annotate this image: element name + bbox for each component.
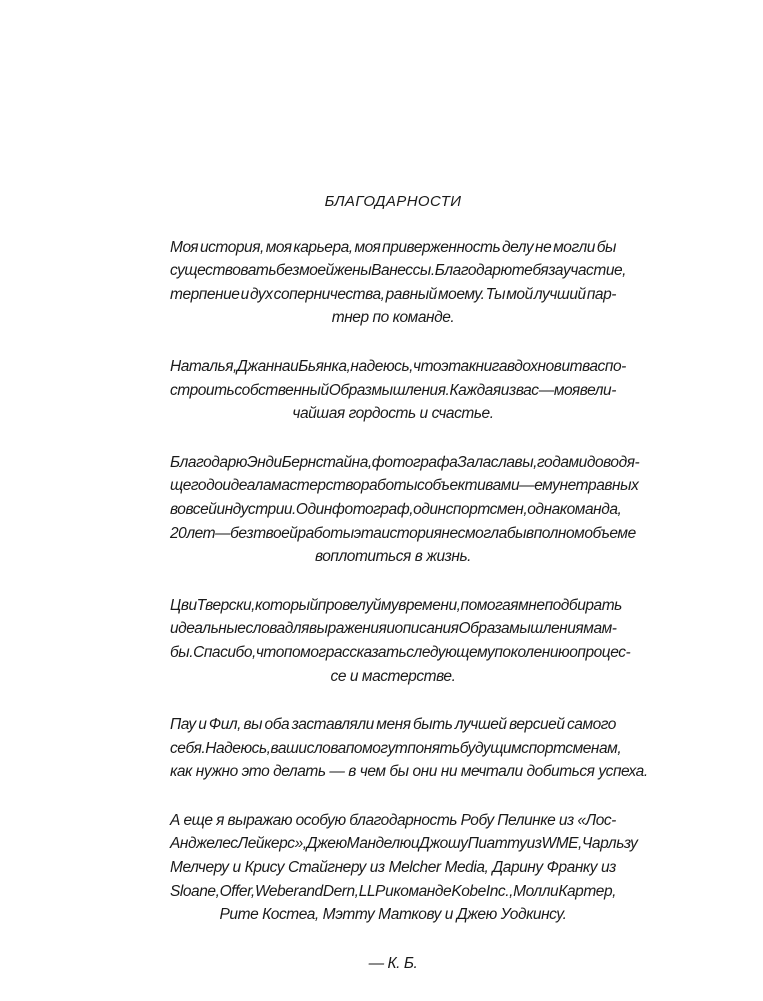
paragraph-3 (170, 451, 640, 569)
text-line: терпение и дух соперничества, равный моему. Ты мой лучший пар- (170, 285, 616, 303)
text-line: Моя история, моя карьера, моя приверженность делу не могли бы (170, 238, 616, 256)
text-line: Мелчеру и Крису Стайгнеру из Melcher Media, Дарину Франку из (170, 859, 616, 877)
text-line: воплотиться в жизнь. (314, 548, 472, 566)
text-line: как нужно это делать — в чем бы они ни мечтали добиться успеха. (170, 763, 648, 781)
text-line: бы. Спасибо, что помог рассказать следующему поколению о процес- (170, 643, 631, 661)
text-line: существовать без моей жены Ванессы. Благодарю тебя за участие, (170, 262, 627, 280)
text-line: чайшая гордость и счастье. (292, 405, 494, 423)
text-line: Наталья, Джанна и Бьянка, надеюсь, что эта книга вдохновит вас по- (170, 357, 626, 375)
paragraph-6 (170, 809, 638, 927)
paragraph-2 (170, 355, 626, 426)
paragraph-5 (170, 713, 648, 784)
text-line: строить собственный Образ мышления. Каждая из вас — моя вели- (170, 381, 616, 399)
paragraph-4 (170, 594, 631, 688)
text-line: Анджелес Лейкерс», Джею Манделю и Джошу Пиатту из WME, Чарльзу (170, 835, 638, 853)
text-line: 20 лет — без твоей работы эта история не смогла бы в полном объеме (170, 524, 636, 542)
text-line: Благодарю Энди Бернстайна, фотографа Зала славы, годами доводя- (170, 453, 640, 471)
text-line: Цви Тверски, который провел уйму времени, помогая мне подбирать (170, 596, 622, 614)
acknowledgements-section (170, 190, 648, 975)
text-line: идеальные слова для выражения и описания Образа мышления мам- (170, 620, 617, 638)
text-line: во всей индустрии. Один фотограф, один спортсмен, одна команда, (170, 500, 622, 518)
signature: — К. Б. (368, 954, 418, 972)
text-line: А еще я выражаю особую благодарность Робу Пелинке из «Лос- (170, 811, 616, 829)
text-line: щего до идеала мастерство работы с объективами — ему нет равных (170, 477, 639, 495)
text-line: се и мастерстве. (330, 667, 456, 685)
text-line: Рите Костеа, Мэтту Маткову и Джею Уодкинсу. (219, 906, 567, 924)
page-title: БЛАГОДАРНОСТИ (324, 193, 462, 210)
text-line: себя. Надеюсь, ваши слова помогут понять будущим спортсменам, (170, 739, 622, 757)
text-line: Пау и Фил, вы оба заставляли меня быть лучшей версией самого (170, 716, 616, 734)
text-line: тнер по команде. (331, 309, 455, 327)
text-line: Sloane, Offer, Weber and Dern, LLP и команде Kobe Inc., Молли Картер, (170, 882, 616, 900)
paragraph-1 (170, 236, 627, 330)
